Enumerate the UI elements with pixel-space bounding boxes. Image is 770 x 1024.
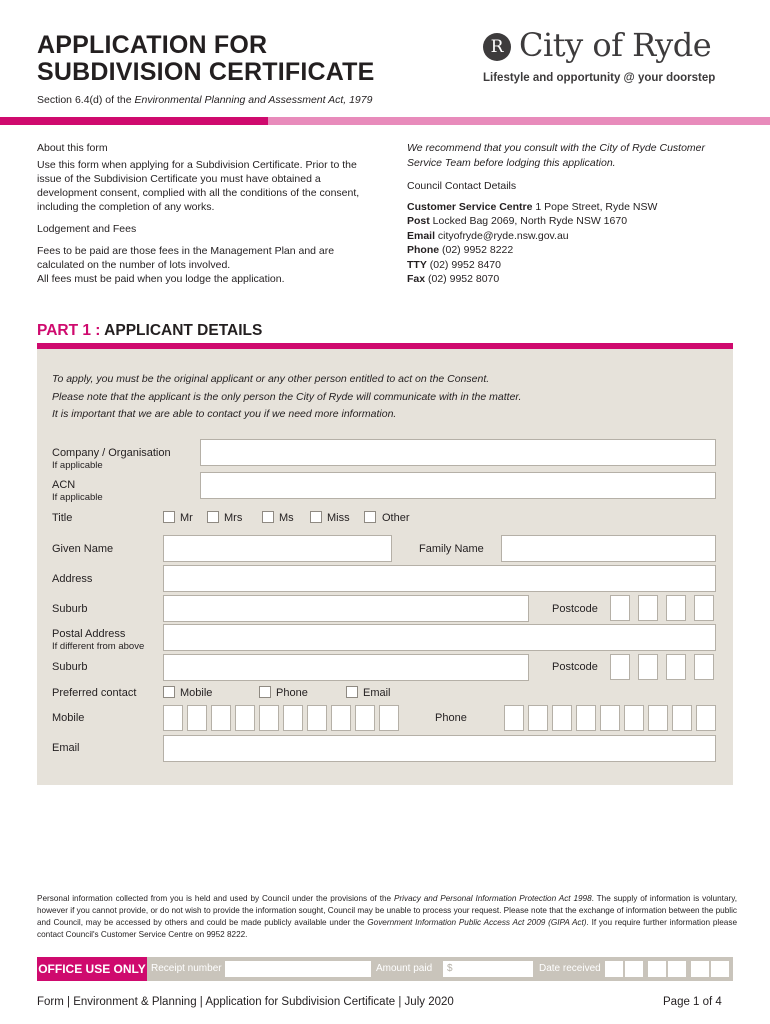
family-name-label: Family Name bbox=[419, 543, 484, 555]
contact-label: Fax bbox=[407, 273, 426, 285]
subtitle-act: Environmental Planning and Assessment Act, 1979 bbox=[134, 94, 373, 106]
logo-emblem-icon: R bbox=[483, 33, 511, 61]
contact-label: Phone bbox=[407, 244, 440, 256]
privacy-text-1: Personal information collected from you is held and used by Council under the provisions of the bbox=[37, 894, 394, 903]
phone-digit[interactable] bbox=[648, 705, 668, 731]
intro-left-column bbox=[37, 141, 362, 294]
logo-name: City of Ryde bbox=[519, 26, 712, 64]
contact-row bbox=[407, 229, 737, 244]
about-text: Use this form when applying for a Subdivision Certificate. Prior to the issue of the Subdivision Certificate you must have obtained a development consent, complied with all the conditions of the consent, including the completion of any works. bbox=[37, 159, 360, 213]
footer-form-info: Form | Environment & Planning | Application for Subdivision Certificate | July 2020 bbox=[37, 996, 454, 1008]
mobile-digit[interactable] bbox=[235, 705, 255, 731]
logo-tagline: Lifestyle and opportunity @ your doorstep bbox=[483, 72, 716, 84]
office-use-title: OFFICE USE ONLY bbox=[37, 957, 147, 981]
date-cell[interactable] bbox=[711, 961, 729, 977]
title-other-checkbox[interactable] bbox=[364, 511, 376, 523]
fees-text-2: All fees must be paid when you lodge the application. bbox=[37, 273, 285, 285]
amount-paid-label: Amount paid bbox=[376, 963, 433, 974]
mobile-digit[interactable] bbox=[163, 705, 183, 731]
phone-digit[interactable] bbox=[576, 705, 596, 731]
preferred-contact-label: Preferred contact bbox=[52, 687, 137, 699]
date-cell[interactable] bbox=[625, 961, 643, 977]
title-miss-checkbox[interactable] bbox=[310, 511, 322, 523]
mobile-digit[interactable] bbox=[187, 705, 207, 731]
phone-digit[interactable] bbox=[600, 705, 620, 731]
contact-email-checkbox[interactable] bbox=[346, 686, 358, 698]
company-input[interactable] bbox=[200, 439, 716, 466]
date-received-label: Date received bbox=[539, 963, 601, 974]
phone-digit[interactable] bbox=[624, 705, 644, 731]
contact-label: TTY bbox=[407, 258, 427, 271]
contact-label: Email bbox=[407, 229, 436, 242]
contact-value: (02) 9952 8070 bbox=[425, 273, 500, 285]
city-of-ryde-logo bbox=[483, 26, 743, 90]
title-other-label: Other bbox=[382, 512, 410, 524]
header-divider-dark bbox=[0, 117, 268, 125]
suburb-label: Suburb bbox=[52, 603, 88, 615]
phone-digit[interactable] bbox=[504, 705, 524, 731]
contact-mobile-label: Mobile bbox=[180, 687, 213, 699]
suburb-input[interactable] bbox=[163, 595, 529, 622]
contact-heading: Council Contact Details bbox=[407, 180, 517, 192]
postal-postcode-digit[interactable] bbox=[694, 654, 714, 680]
contact-value: (02) 9952 8470 bbox=[426, 258, 501, 271]
footer-page-number: Page 1 of 4 bbox=[663, 996, 722, 1008]
family-name-input[interactable] bbox=[501, 535, 716, 562]
postal-suburb-label: Suburb bbox=[52, 661, 88, 673]
contact-row bbox=[407, 214, 737, 229]
postal-postcode-digit[interactable] bbox=[666, 654, 686, 680]
fees-heading: Lodgement and Fees bbox=[37, 223, 137, 235]
privacy-notice bbox=[37, 893, 737, 941]
privacy-act-2: Government Information Public Access Act 2009 (GIPA Act) bbox=[367, 918, 587, 927]
about-heading: About this form bbox=[37, 142, 108, 154]
postal-address-label-text: Postal Address bbox=[52, 628, 126, 640]
title-mrs-label: Mrs bbox=[224, 512, 243, 524]
contact-row bbox=[407, 200, 737, 215]
form-title bbox=[37, 32, 375, 86]
contact-phone-checkbox[interactable] bbox=[259, 686, 271, 698]
company-label-text: Company / Organisation bbox=[52, 447, 171, 459]
part1-title bbox=[37, 322, 262, 340]
postal-suburb-input[interactable] bbox=[163, 654, 529, 681]
privacy-act-1: Privacy and Personal Information Protection Act 1998 bbox=[393, 894, 592, 903]
postal-postcode-digit[interactable] bbox=[610, 654, 630, 680]
postal-address-label-sub: If different from above bbox=[52, 641, 145, 652]
title-miss-label: Miss bbox=[327, 512, 350, 524]
company-label bbox=[52, 447, 171, 471]
postcode-digit[interactable] bbox=[666, 595, 686, 621]
contact-phone-label: Phone bbox=[276, 687, 308, 699]
mobile-digit[interactable] bbox=[379, 705, 399, 731]
part1-heading: APPLICANT DETAILS bbox=[100, 322, 263, 339]
contact-value: Locked Bag 2069, North Ryde NSW 1670 bbox=[429, 215, 628, 227]
postal-postcode-digit[interactable] bbox=[638, 654, 658, 680]
title-ms-label: Ms bbox=[279, 512, 294, 524]
acn-label bbox=[52, 479, 103, 503]
receipt-number-label: Receipt number bbox=[151, 963, 222, 974]
amount-paid-field[interactable] bbox=[443, 961, 533, 977]
postal-address-input[interactable] bbox=[163, 624, 716, 651]
contact-mobile-checkbox[interactable] bbox=[163, 686, 175, 698]
note-line: Please note that the applicant is the only person the City of Ryde will communicate with in the matter. bbox=[52, 390, 522, 403]
postcode-digit[interactable] bbox=[638, 595, 658, 621]
mobile-digit[interactable] bbox=[355, 705, 375, 731]
postal-address-label bbox=[52, 628, 144, 652]
date-cell[interactable] bbox=[691, 961, 709, 977]
receipt-number-field[interactable] bbox=[225, 961, 371, 977]
mobile-digit[interactable] bbox=[307, 705, 327, 731]
header-divider-light bbox=[268, 117, 770, 125]
contact-email-label: Email bbox=[363, 687, 391, 699]
contact-row bbox=[407, 243, 737, 258]
form-title-line2: SUBDIVISION CERTIFICATE bbox=[37, 58, 375, 86]
note-line: It is important that we are able to contact you if we need more information. bbox=[52, 408, 397, 420]
date-cell[interactable] bbox=[605, 961, 623, 977]
acn-input[interactable] bbox=[200, 472, 716, 499]
fees-text-1: Fees to be paid are those fees in the Management Plan and are calculated on the number of lots involved. bbox=[37, 245, 335, 271]
contact-value: 1 Pope Street, Ryde NSW bbox=[532, 200, 658, 213]
acn-label-text: ACN bbox=[52, 479, 76, 491]
postcode-digit[interactable] bbox=[610, 595, 630, 621]
contact-row bbox=[407, 272, 737, 287]
address-label: Address bbox=[52, 573, 93, 585]
note-line: To apply, you must be the original applicant or any other person entitled to act on the Consent. bbox=[52, 373, 490, 385]
title-mr-checkbox[interactable] bbox=[163, 511, 175, 523]
email-label: Email bbox=[52, 742, 80, 754]
mobile-digit[interactable] bbox=[283, 705, 303, 731]
title-ms-checkbox[interactable] bbox=[262, 511, 274, 523]
office-use-bar bbox=[37, 957, 733, 981]
privacy-text-2: . The supply of information is voluntary, however if you cannot provide, or do not wish to provide the information sought, Council may be unable to process your request. Please note that the exchange of information between the public and Council, may be accessed by others and could be made publicly available under the bbox=[37, 894, 737, 927]
email-input[interactable] bbox=[163, 735, 716, 762]
title-label: Title bbox=[52, 512, 73, 524]
contact-value: (02) 9952 8222 bbox=[439, 244, 514, 256]
mobile-digit[interactable] bbox=[331, 705, 351, 731]
phone-digit[interactable] bbox=[672, 705, 692, 731]
address-input[interactable] bbox=[163, 565, 716, 592]
mobile-digit[interactable] bbox=[211, 705, 231, 731]
part1-number: PART 1 : bbox=[37, 322, 101, 339]
contact-label: Post bbox=[407, 215, 430, 227]
given-name-label: Given Name bbox=[52, 543, 114, 555]
contact-label: Customer Service Centre bbox=[407, 200, 533, 213]
postcode-label: Postcode bbox=[552, 603, 598, 615]
title-mr-label: Mr bbox=[180, 512, 193, 524]
contact-value: cityofryde@ryde.nsw.gov.au bbox=[435, 229, 569, 242]
phone-digit[interactable] bbox=[552, 705, 572, 731]
form-title-line1: APPLICATION FOR bbox=[37, 31, 268, 59]
postcode-digit[interactable] bbox=[694, 595, 714, 621]
header-divider bbox=[0, 117, 770, 125]
form-subtitle bbox=[37, 94, 372, 106]
date-cell[interactable] bbox=[648, 961, 666, 977]
mobile-label: Mobile bbox=[52, 712, 85, 724]
company-label-sub: If applicable bbox=[52, 460, 103, 471]
contact-row bbox=[407, 258, 737, 273]
phone-digit[interactable] bbox=[696, 705, 716, 731]
title-mrs-checkbox[interactable] bbox=[207, 511, 219, 523]
postal-postcode-label: Postcode bbox=[552, 661, 598, 673]
recommend-text: We recommend that you consult with the City of Ryde Customer Service Team before lodging this application. bbox=[407, 142, 706, 169]
given-name-input[interactable] bbox=[163, 535, 392, 562]
acn-label-sub: If applicable bbox=[52, 492, 103, 503]
phone-digit[interactable] bbox=[528, 705, 548, 731]
applicant-note bbox=[52, 371, 521, 424]
date-cell[interactable] bbox=[668, 961, 686, 977]
dollar-sign: $ bbox=[447, 963, 453, 974]
phone-label: Phone bbox=[435, 712, 467, 724]
intro-right-column bbox=[407, 141, 737, 287]
mobile-digit[interactable] bbox=[259, 705, 279, 731]
subtitle-prefix: Section 6.4(d) of the bbox=[37, 94, 135, 106]
privacy-text-3: . If you require further information please contact Council's Customer Service Centre on 9952 8222. bbox=[37, 918, 738, 939]
